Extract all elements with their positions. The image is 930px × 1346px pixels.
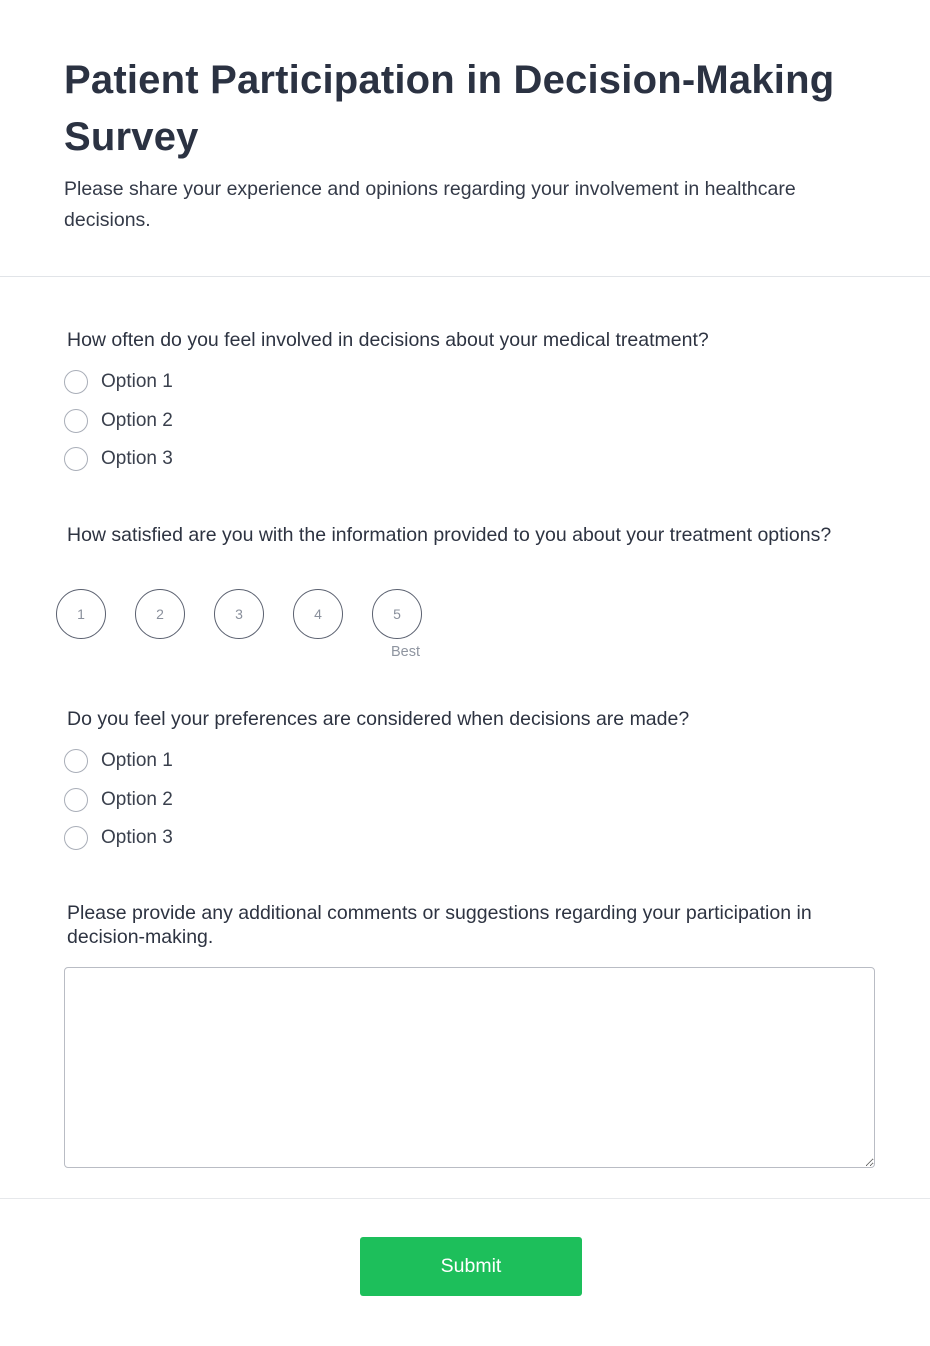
radio-option-label: Option 1 [101,371,173,393]
question-2-label: How satisfied are you with the information provided to you about your treatment options? [67,524,832,546]
page-subtitle: Please share your experience and opinions regarding your involvement in healthcare decisions. [64,178,796,231]
radio-option-label: Option 2 [101,409,173,431]
survey-header [0,0,930,277]
radio-option-label: Option 3 [101,827,173,849]
rating-option-5[interactable]: 5 [372,589,422,639]
question-1-options [64,363,173,479]
question-3-label: Do you feel your preferences are considered when decisions are made? [67,708,690,730]
rating-option-1[interactable]: 1 [56,589,106,639]
submit-button[interactable]: Submit [360,1237,582,1296]
rating-scale [56,589,451,639]
radio-option[interactable] [64,440,173,479]
radio-button[interactable] [64,788,88,812]
radio-option[interactable] [64,819,173,858]
question-1-label: How often do you feel involved in decisions about your medical treatment? [67,329,709,351]
radio-button[interactable] [64,749,88,773]
radio-button[interactable] [64,370,88,394]
question-3-options [64,742,173,858]
page-title: Patient Participation in Decision-Making Survey [64,58,835,159]
radio-option[interactable] [64,781,173,820]
radio-option-label: Option 2 [101,788,173,810]
radio-option[interactable] [64,742,173,781]
radio-button[interactable] [64,447,88,471]
radio-option-label: Option 1 [101,750,173,772]
rating-option-4[interactable]: 4 [293,589,343,639]
form-footer [0,1198,930,1346]
rating-option-2[interactable]: 2 [135,589,185,639]
radio-option[interactable] [64,402,173,441]
survey-questions [0,278,930,1198]
radio-button[interactable] [64,826,88,850]
question-4-label: Please provide any additional comments or suggestions regarding your participation in decision-making. [67,902,812,948]
comments-textarea[interactable] [64,967,875,1168]
radio-option[interactable] [64,363,173,402]
rating-option-3[interactable]: 3 [214,589,264,639]
radio-option-label: Option 3 [101,448,173,470]
radio-button[interactable] [64,409,88,433]
rating-max-label: Best [391,644,421,660]
